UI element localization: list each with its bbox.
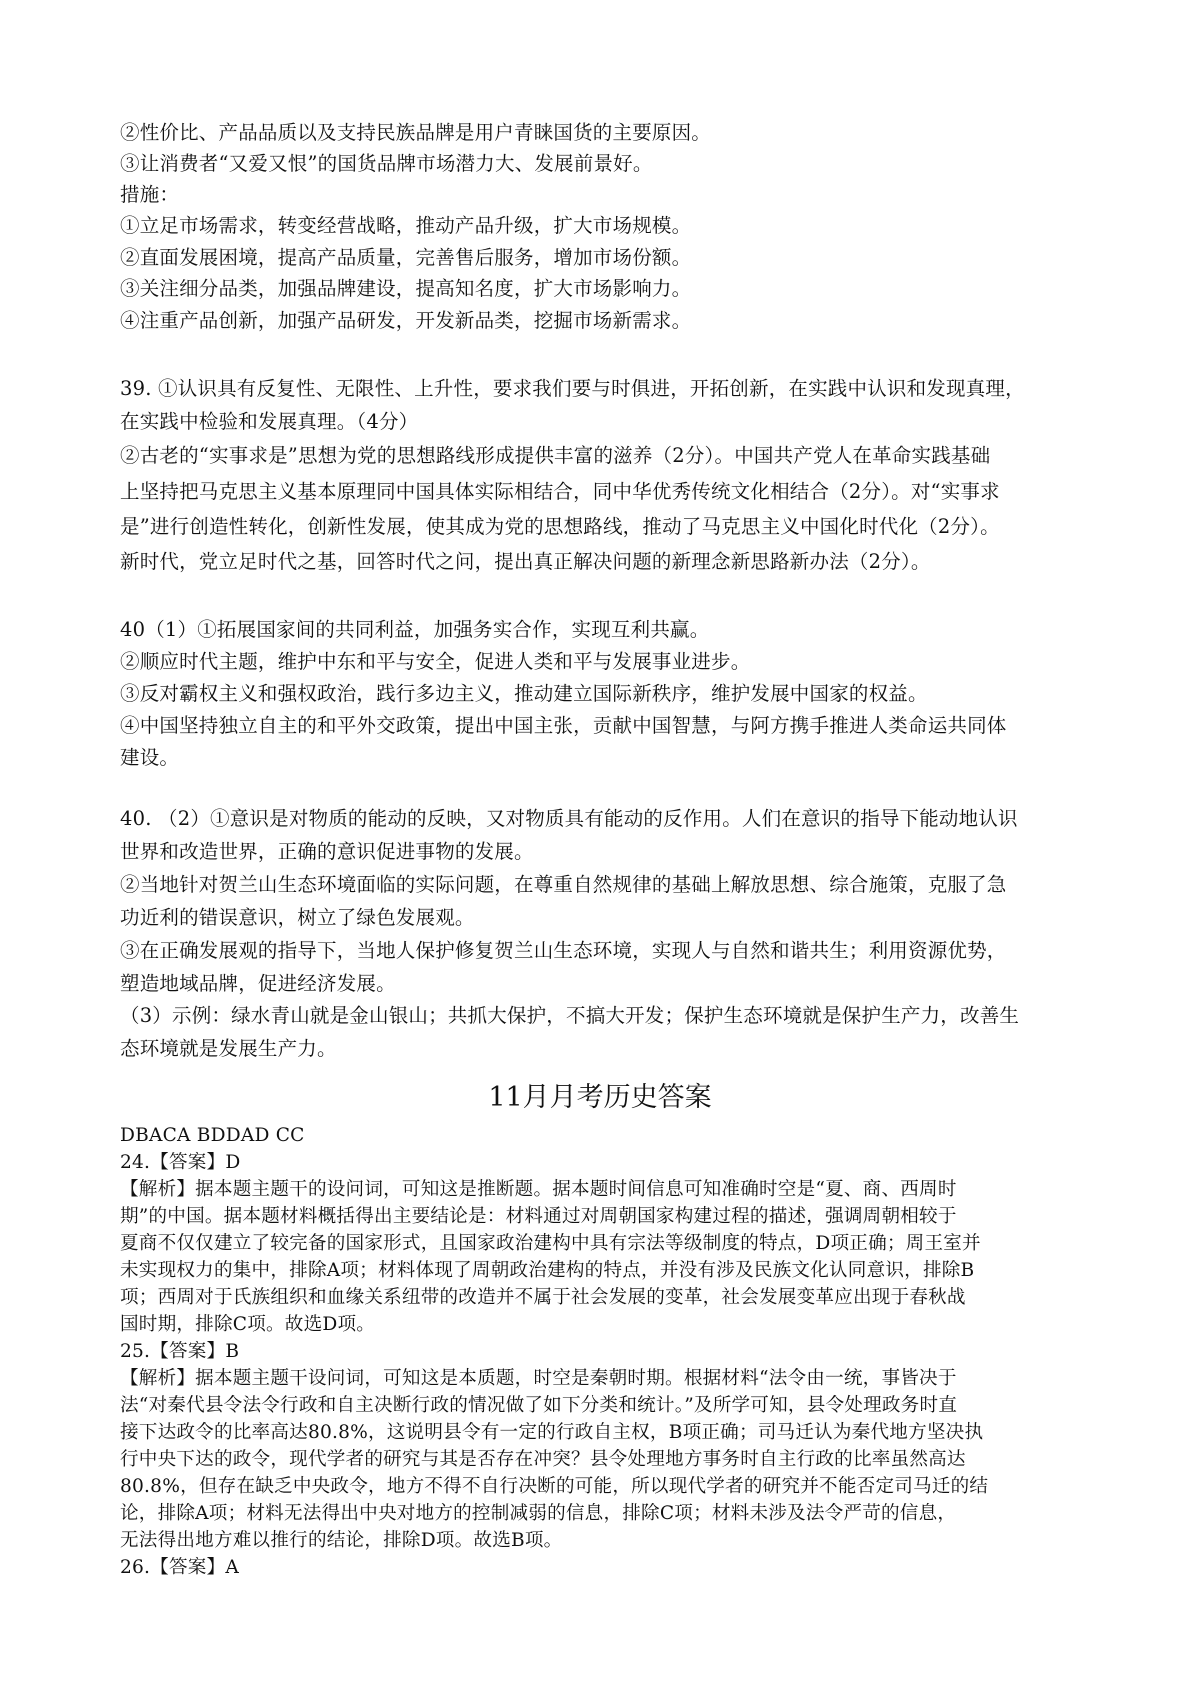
text-line: ③关注细分品类，加强品牌建设，提高知名度，扩大市场影响力。 xyxy=(120,277,692,300)
text-line: 建设。 xyxy=(120,746,180,769)
text-line: 39. ①认识具有反复性、无限性、上升性，要求我们要与时俱进，开拓创新，在实践中认识和发现真理， xyxy=(120,377,1025,400)
text-line: ④注重产品创新，加强产品研发，开发新品类，挖掘市场新需求。 xyxy=(120,309,692,332)
text-line: 是”进行创造性转化，创新性发展，使其成为党的思想路线，推动了马克思主义中国化时代化（2分）。 xyxy=(120,515,1000,538)
text-line: 25.【答案】B xyxy=(120,1341,240,1362)
text-line: 塑造地域品牌，促进经济发展。 xyxy=(120,972,396,995)
text-line: ②当地针对贺兰山生态环境面临的实际问题，在尊重自然规律的基础上解放思想、综合施策，克服了急 xyxy=(120,873,1007,896)
text-line: 40. （2）①意识是对物质的能动的反映，又对物质具有能动的反作用。人们在意识的指导下能动地认识 xyxy=(120,807,1018,830)
text-line: ③反对霸权主义和强权政治，践行多边主义，推动建立国际新秩序，维护发展中国家的权益。 xyxy=(120,682,928,705)
text-line: ②古老的“实事求是”思想为党的思想路线形成提供丰富的滋养（2分）。中国共产党人在革命实践基础 xyxy=(120,444,991,467)
text-line: ②顺应时代主题，维护中东和平与安全，促进人类和平与发展事业进步。 xyxy=(120,650,751,673)
text-line: 接下达政令的比率高达80.8%，这说明县令有一定的行政自主权，B项正确；司马迁认为秦代地方坚决执 xyxy=(120,1422,984,1443)
history-title: 11月月考历史答案 xyxy=(488,1082,712,1113)
text-line: 法“对秦代县令法令行政和自主决断行政的情况做了如下分类和统计。”及所学可知，县令处理政务时直 xyxy=(120,1395,958,1416)
text-line: 世界和改造世界，正确的意识促进事物的发展。 xyxy=(120,840,534,863)
text-line: 新时代，党立足时代之基，回答时代之问，提出真正解决问题的新理念新思路新办法（2分）。 xyxy=(120,550,931,573)
text-line: 期”的中国。据本题材料概括得出主要结论是：材料通过对周朝国家构建过程的描述，强调周朝相较于 xyxy=(120,1206,957,1227)
text-line: 措施： xyxy=(120,183,180,206)
text-line: 在实践中检验和发展真理。（4分） xyxy=(120,410,419,433)
text-line: （3）示例：绿水青山就是金山银山；共抓大保护，不搞大开发；保护生态环境就是保护生产力，改善生 xyxy=(120,1004,1020,1027)
text-line: 夏商不仅仅建立了较完备的国家形式，且国家政治建构中具有宗法等级制度的特点，D项正确；周王室并 xyxy=(120,1233,981,1254)
text-line: ①立足市场需求，转变经营战略，推动产品升级，扩大市场规模。 xyxy=(120,214,692,237)
text-line: 论，排除A项；材料无法得出中央对地方的控制减弱的信息，排除C项；材料未涉及法令严苛的信息， xyxy=(120,1503,957,1524)
text-line: 功近利的错误意识，树立了绿色发展观。 xyxy=(120,906,475,929)
answer-key-line: DBACA BDDAD CC xyxy=(120,1125,305,1146)
text-line: ②性价比、产品品质以及支持民族品牌是用户青睐国货的主要原因。 xyxy=(120,121,712,144)
text-line: ③让消费者“又爱又恨”的国货品牌市场潜力大、发展前景好。 xyxy=(120,152,653,175)
text-line: 国时期，排除C项。故选D项。 xyxy=(120,1314,376,1335)
text-line: 【解析】据本题主题干的设问词，可知这是推断题。据本题时间信息可知准确时空是“夏、商、西周时 xyxy=(120,1179,957,1200)
text-line: 无法得出地方难以推行的结论，排除D项。故选B项。 xyxy=(120,1530,563,1551)
text-line: 态环境就是发展生产力。 xyxy=(120,1037,337,1060)
text-line: ②直面发展困境，提高产品质量，完善售后服务，增加市场份额。 xyxy=(120,246,692,269)
text-line: 26.【答案】A xyxy=(120,1557,239,1578)
text-line: ③在正确发展观的指导下，当地人保护修复贺兰山生态环境，实现人与自然和谐共生；利用资源优势， xyxy=(120,939,1007,962)
text-line: 未实现权力的集中，排除A项；材料体现了周朝政治建构的特点，并没有涉及民族文化认同意识，排除B xyxy=(120,1260,975,1281)
text-line: 24.【答案】D xyxy=(120,1152,241,1173)
text-line: 【解析】据本题主题干设问词，可知这是本质题，时空是秦朝时期。根据材料“法令由一统，事皆决于 xyxy=(120,1368,957,1389)
text-line: 上坚持把马克思主义基本原理同中国具体实际相结合，同中华优秀传统文化相结合（2分）。对“实事求 xyxy=(120,480,1000,503)
text-line: ④中国坚持独立自主的和平外交政策，提出中国主张，贡献中国智慧，与阿方携手推进人类命运共同体 xyxy=(120,714,1007,737)
text-line: 项；西周对于氏族组织和血缘关系纽带的改造并不属于社会发展的变革，社会发展变革应出现于春秋战 xyxy=(120,1287,966,1308)
text-line: 40（1）①拓展国家间的共同利益，加强务实合作，实现互利共赢。 xyxy=(120,618,710,641)
text-line: 行中央下达的政令，现代学者的研究与其是否存在冲突？县令处理地方事务时自主行政的比率虽然高达 xyxy=(120,1449,966,1470)
text-line: 80.8%，但存在缺乏中央政令，地方不得不自行决断的可能，所以现代学者的研究并不能否定司马迁的结 xyxy=(120,1476,989,1497)
